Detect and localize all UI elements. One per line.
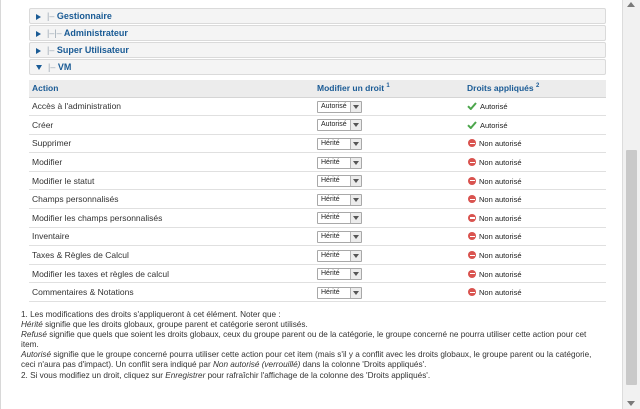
check-icon — [467, 121, 477, 129]
permission-select[interactable]: Hérité — [317, 138, 362, 150]
permissions-table — [29, 80, 606, 302]
table-row — [29, 227, 606, 246]
expand-arrow-icon[interactable] — [36, 31, 41, 37]
permission-select[interactable]: Hérité — [317, 194, 362, 206]
effective-cell: Non autorisé — [464, 227, 606, 246]
permission-select[interactable]: Autorisé — [317, 101, 362, 113]
expand-arrow-icon[interactable] — [36, 48, 41, 54]
select-dropdown-icon[interactable] — [350, 213, 361, 223]
select-dropdown-icon[interactable] — [350, 158, 361, 168]
effective-cell: Autorisé — [464, 97, 606, 116]
scrollbar-thumb[interactable] — [626, 150, 637, 385]
table-header-row — [29, 80, 606, 97]
vertical-scrollbar[interactable] — [622, 0, 640, 409]
permission-select[interactable]: Hérité — [317, 212, 362, 224]
note-1-intro: 1. Les modifications des droits s'appliqueront à cet élément. Noter que : — [21, 310, 281, 319]
action-cell: Créer — [29, 116, 314, 135]
action-cell: Commentaires & Notations — [29, 283, 314, 302]
action-cell: Modifier le statut — [29, 171, 314, 190]
denied-icon — [468, 251, 476, 259]
group-header-super-utilisateur[interactable]: |– Super Utilisateur — [29, 42, 606, 58]
modify-cell — [314, 190, 464, 209]
table-row — [29, 116, 606, 135]
action-cell: Inventaire — [29, 227, 314, 246]
effective-cell: Non autorisé — [464, 134, 606, 153]
modify-cell — [314, 246, 464, 265]
table-row — [29, 171, 606, 190]
notes — [21, 310, 606, 381]
permission-select[interactable]: Hérité — [317, 287, 362, 299]
select-dropdown-icon[interactable] — [350, 102, 361, 112]
permission-select[interactable]: Hérité — [317, 157, 362, 169]
table-row — [29, 264, 606, 283]
denied-icon — [468, 139, 476, 147]
modify-cell — [314, 227, 464, 246]
select-dropdown-icon[interactable] — [350, 251, 361, 261]
permission-select[interactable]: Hérité — [317, 175, 362, 187]
table-row — [29, 153, 606, 172]
effective-cell: Non autorisé — [464, 283, 606, 302]
permission-select[interactable]: Hérité — [317, 231, 362, 243]
select-dropdown-icon[interactable] — [350, 139, 361, 149]
note-2: 2. Si vous modifiez un droit, cliquez sur Enregistrer pour rafraîchir l'affichage de la colonne des 'Droits appliqués'. — [21, 370, 431, 380]
select-dropdown-icon[interactable] — [350, 288, 361, 298]
collapse-arrow-icon[interactable] — [36, 65, 42, 70]
effective-cell: Non autorisé — [464, 190, 606, 209]
group-name: Gestionnaire — [56, 11, 112, 21]
effective-cell: Non autorisé — [464, 209, 606, 228]
group-header-administrateur[interactable]: |–|– Administrateur — [29, 25, 606, 41]
modify-cell — [314, 134, 464, 153]
denied-icon — [468, 288, 476, 296]
column-header-action: Action — [29, 80, 314, 97]
group-name: VM — [57, 62, 72, 72]
table-row — [29, 190, 606, 209]
denied-icon — [468, 232, 476, 240]
table-row — [29, 246, 606, 265]
select-dropdown-icon[interactable] — [350, 195, 361, 205]
permission-select[interactable]: Hérité — [317, 268, 362, 280]
modify-cell — [314, 153, 464, 172]
effective-cell: Non autorisé — [464, 153, 606, 172]
group-header-gestionnaire[interactable]: |– Gestionnaire — [29, 8, 606, 24]
select-dropdown-icon[interactable] — [350, 120, 361, 130]
select-dropdown-icon[interactable] — [350, 269, 361, 279]
scroll-up-arrow-icon[interactable] — [627, 2, 635, 7]
permission-select[interactable]: Hérité — [317, 250, 362, 262]
modify-cell — [314, 97, 464, 116]
check-icon — [467, 102, 477, 110]
select-dropdown-icon[interactable] — [350, 232, 361, 242]
modify-cell — [314, 116, 464, 135]
action-cell: Modifier les champs personnalisés — [29, 209, 314, 228]
group-name: Administrateur — [63, 28, 128, 38]
note-denied: Refusé signifie que quels que soient les droits globaux, ceux du groupe parent ou de la catégorie, le groupe concerné ne pourra utiliser cette action pour cet item. — [21, 330, 587, 350]
effective-cell: Non autorisé — [464, 264, 606, 283]
select-dropdown-icon[interactable] — [350, 176, 361, 186]
note-allowed: Autorisé signifie que le groupe concerné pourra utiliser cette action pour cet item (mais s'il y a conflit avec les droits globaux, le groupe parent ou la catégorie, ceci n'aura pas d'impact). Un conflit sera indiqué par Non autorisé (verrouillé) dans la colonne 'Droits appliqués'. — [21, 350, 592, 370]
column-header-modify: Modifier un droit $^1$ — [314, 80, 464, 97]
action-cell: Accès à l'administration — [29, 97, 314, 116]
action-cell: Supprimer — [29, 134, 314, 153]
modify-cell — [314, 264, 464, 283]
denied-icon — [468, 195, 476, 203]
action-cell: Taxes & Règles de Calcul — [29, 246, 314, 265]
action-cell: Modifier les taxes et règles de calcul — [29, 264, 314, 283]
denied-icon — [468, 158, 476, 166]
effective-cell: Autorisé — [464, 116, 606, 135]
group-header-vm[interactable]: |– VM — [29, 59, 606, 75]
group-name: Super Utilisateur — [56, 45, 129, 55]
permission-select[interactable]: Autorisé — [317, 119, 362, 131]
note-inherited: Hérité signifie que les droits globaux, groupe parent et catégorie seront utilisés. — [21, 320, 308, 330]
denied-icon — [468, 177, 476, 185]
modify-cell — [314, 171, 464, 190]
action-cell: Champs personnalisés — [29, 190, 314, 209]
effective-cell: Non autorisé — [464, 171, 606, 190]
effective-cell: Non autorisé — [464, 246, 606, 265]
action-cell: Modifier — [29, 153, 314, 172]
denied-icon — [468, 270, 476, 278]
modify-cell — [314, 209, 464, 228]
table-row — [29, 283, 606, 302]
table-row — [29, 209, 606, 228]
table-row — [29, 134, 606, 153]
denied-icon — [468, 214, 476, 222]
expand-arrow-icon[interactable] — [36, 14, 41, 20]
modify-cell — [314, 283, 464, 302]
column-header-effective: Droits appliqués $^2$ — [464, 80, 606, 97]
scroll-down-arrow-icon[interactable] — [627, 401, 635, 406]
table-row — [29, 97, 606, 116]
